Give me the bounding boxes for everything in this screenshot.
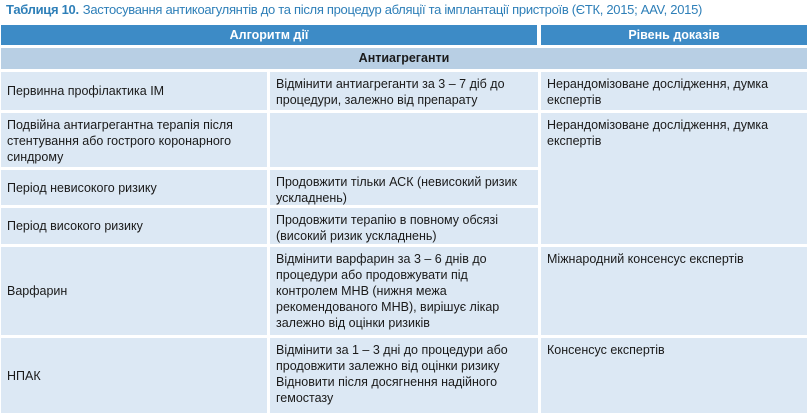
table-caption [6, 0, 702, 22]
table-row-3-condition [1, 170, 267, 205]
header-algorithm: Алгоритм дії [1, 25, 537, 45]
cell-text: Період невисокого ризику [7, 180, 157, 195]
table-caption-label: Таблиця 10. [6, 2, 79, 17]
table-row-1-condition [1, 72, 267, 110]
cell-text: Міжнародний консенсус експертів [547, 252, 744, 266]
header-evidence: Рівень доказів [541, 25, 807, 45]
table-caption-text: Застосування антикоагулянтів до та після процедур абляції та імплантації пристроїв (ЄТК, 2015; AAV, 2015) [82, 2, 703, 17]
table-row-5-evidence [541, 247, 807, 335]
table-row-4-action [270, 208, 538, 244]
table-row-5-condition [1, 247, 267, 335]
table-row-6-condition [1, 338, 267, 413]
cell-text: Продовжити тільки АСК (невисокий ризик ускладнень) [276, 175, 517, 205]
cell-text: Варфарин [7, 284, 68, 298]
cell-text: Нерандомізоване дослідження, думка експертів [547, 77, 769, 107]
table-row-2-action [270, 113, 538, 167]
cell-text: Нерандомізоване дослідження, думка експертів [547, 118, 769, 148]
table-row-3-action [270, 170, 538, 205]
table-row-4-condition [1, 208, 267, 244]
cell-text: Консенсус експертів [547, 343, 665, 357]
table-row-5-action [270, 247, 538, 335]
cell-text: Відмінити варфарин за 3 – 6 днів до процедури або продовжувати під контролем МНВ (нижня межа рекомендованого МНВ), вирішує лікар залежно від оцінки ризиків [276, 252, 500, 330]
table-row-1-evidence [541, 72, 807, 110]
section-antiplatelet: Антиагреганти [1, 48, 807, 69]
cell-text: Первинна профілактика ІМ [7, 84, 165, 98]
table-row-2-evidence [541, 113, 807, 244]
cell-text: Період високого ризику [7, 219, 143, 233]
cell-text: НПАК [7, 368, 41, 383]
cell-text: Подвійна антиагрегантна терапія після стентування або гострого коронарного синдрому [7, 118, 233, 164]
table-row-6-action [270, 338, 538, 413]
table-row-2-condition [1, 113, 267, 167]
table-row-1-action [270, 72, 538, 110]
table-row-6-evidence [541, 338, 807, 413]
cell-text: Продовжити терапію в повному обсязі (високий ризик ускладнень) [276, 213, 499, 243]
cell-text: Відмінити за 1 – 3 дні до процедури або продовжити залежно від оцінки ризику Відновити після досягнення надійного гемостазу [276, 343, 508, 405]
cell-text: Відмінити антиагреганти за 3 – 7 діб до процедури, залежно від препарату [276, 77, 505, 107]
